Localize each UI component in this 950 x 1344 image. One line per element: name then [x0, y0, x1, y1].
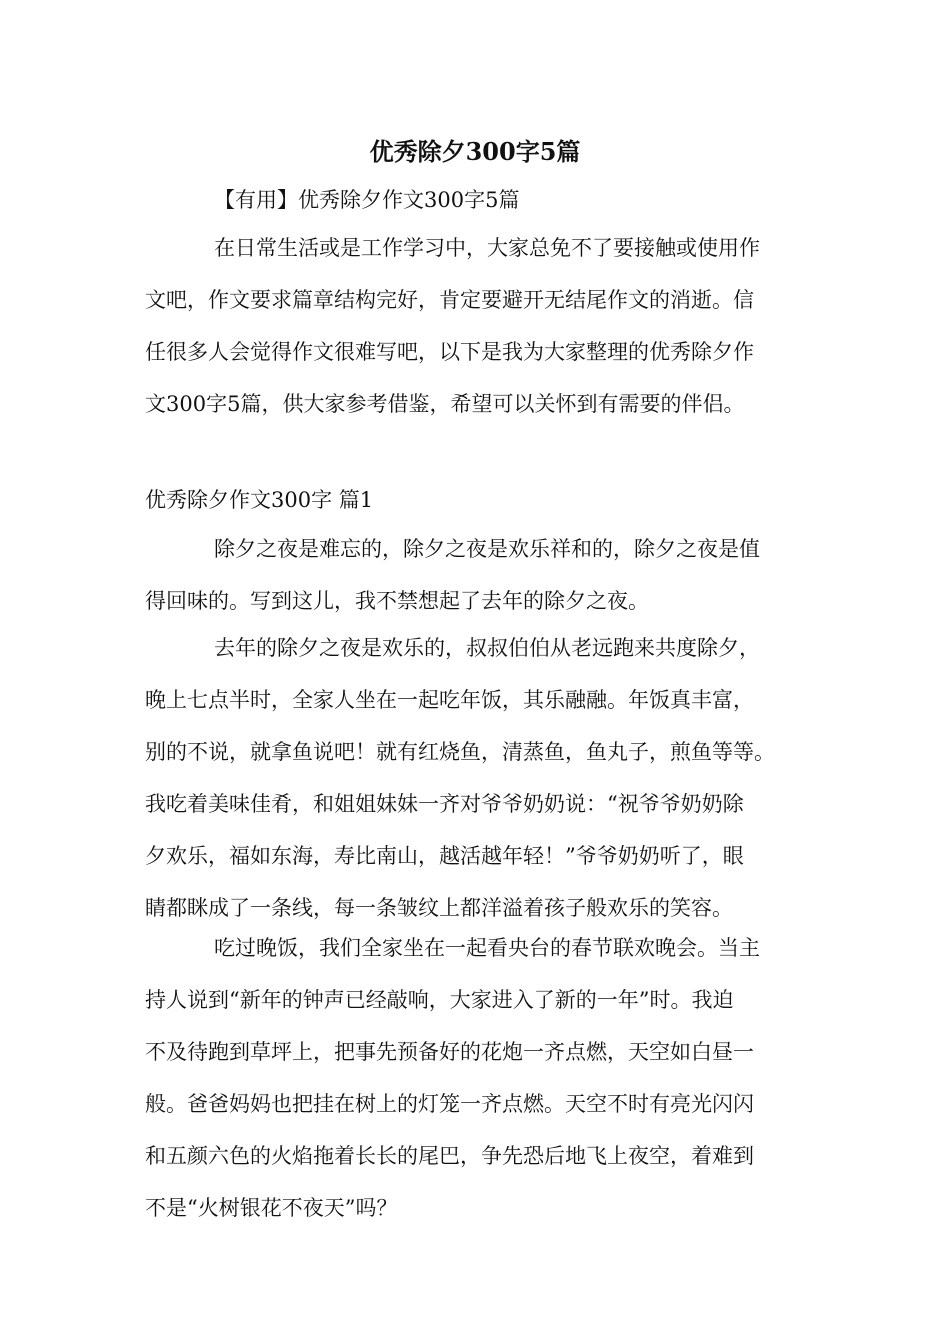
paragraph-line: 夕欢乐，福如东海，寿比南山，越活越年轻！”爷爷奶奶听了，眼	[145, 844, 744, 868]
intro-line: 在日常生活或是工作学习中，大家总免不了要接触或使用作	[214, 236, 760, 260]
body-paragraph	[145, 922, 815, 1234]
paragraph-line: 我吃着美味佳肴，和姐姐妹妹一齐对爷爷奶奶说：“祝爷爷奶奶除	[145, 792, 744, 816]
paragraph-line: 除夕之夜是难忘的，除夕之夜是欢乐祥和的，除夕之夜是值	[214, 537, 760, 561]
paragraph-line: 睛都眯成了一条线，每一条皱纹上都洋溢着孩子般欢乐的笑容。	[145, 896, 733, 920]
intro-line: 文300字5篇，供大家参考借鉴，希望可以关怀到有需要的伴侣。	[145, 392, 745, 416]
body-paragraph	[145, 622, 815, 934]
document-subtitle: 【有用】优秀除夕作文300字5篇	[214, 188, 520, 212]
paragraph-line: 吃过晚饭，我们全家坐在一起看央台的春节联欢晚会。当主	[214, 936, 760, 960]
paragraph-line: 不是“火树银花不夜天”吗？	[145, 1196, 398, 1220]
paragraph-line: 晚上七点半时，全家人坐在一起吃年饭，其乐融融。年饭真丰富，	[145, 688, 754, 712]
paragraph-line: 不及待跑到草坪上，把事先预备好的花炮一齐点燃，天空如白昼一	[145, 1040, 754, 1064]
intro-line: 文吧，作文要求篇章结构完好，肯定要避开无结尾作文的消逝。信	[145, 288, 754, 312]
document-title: 优秀除夕300字5篇	[369, 137, 581, 166]
paragraph-line: 得回味的。写到这儿，我不禁想起了去年的除夕之夜。	[145, 589, 649, 613]
paragraph-line: 般。爸爸妈妈也把挂在树上的灯笼一齐点燃。天空不时有亮光闪闪	[145, 1092, 754, 1116]
intro-paragraph	[145, 222, 815, 430]
paragraph-line: 别的不说，就拿鱼说吧！就有红烧鱼，清蒸鱼，鱼丸子，煎鱼等等。	[145, 740, 775, 764]
intro-line: 任很多人会觉得作文很难写吧，以下是我为大家整理的优秀除夕作	[145, 340, 754, 364]
section-heading: 优秀除夕作文300字 篇1	[145, 488, 374, 512]
paragraph-line: 持人说到“新年的钟声已经敲响，大家进入了新的一年”时。我迫	[145, 988, 734, 1012]
paragraph-line: 和五颜六色的火焰拖着长长的尾巴，争先恐后地飞上夜空，着难到	[145, 1144, 754, 1168]
body-paragraph	[145, 523, 815, 627]
paragraph-line: 去年的除夕之夜是欢乐的，叔叔伯伯从老远跑来共度除夕，	[214, 636, 760, 660]
